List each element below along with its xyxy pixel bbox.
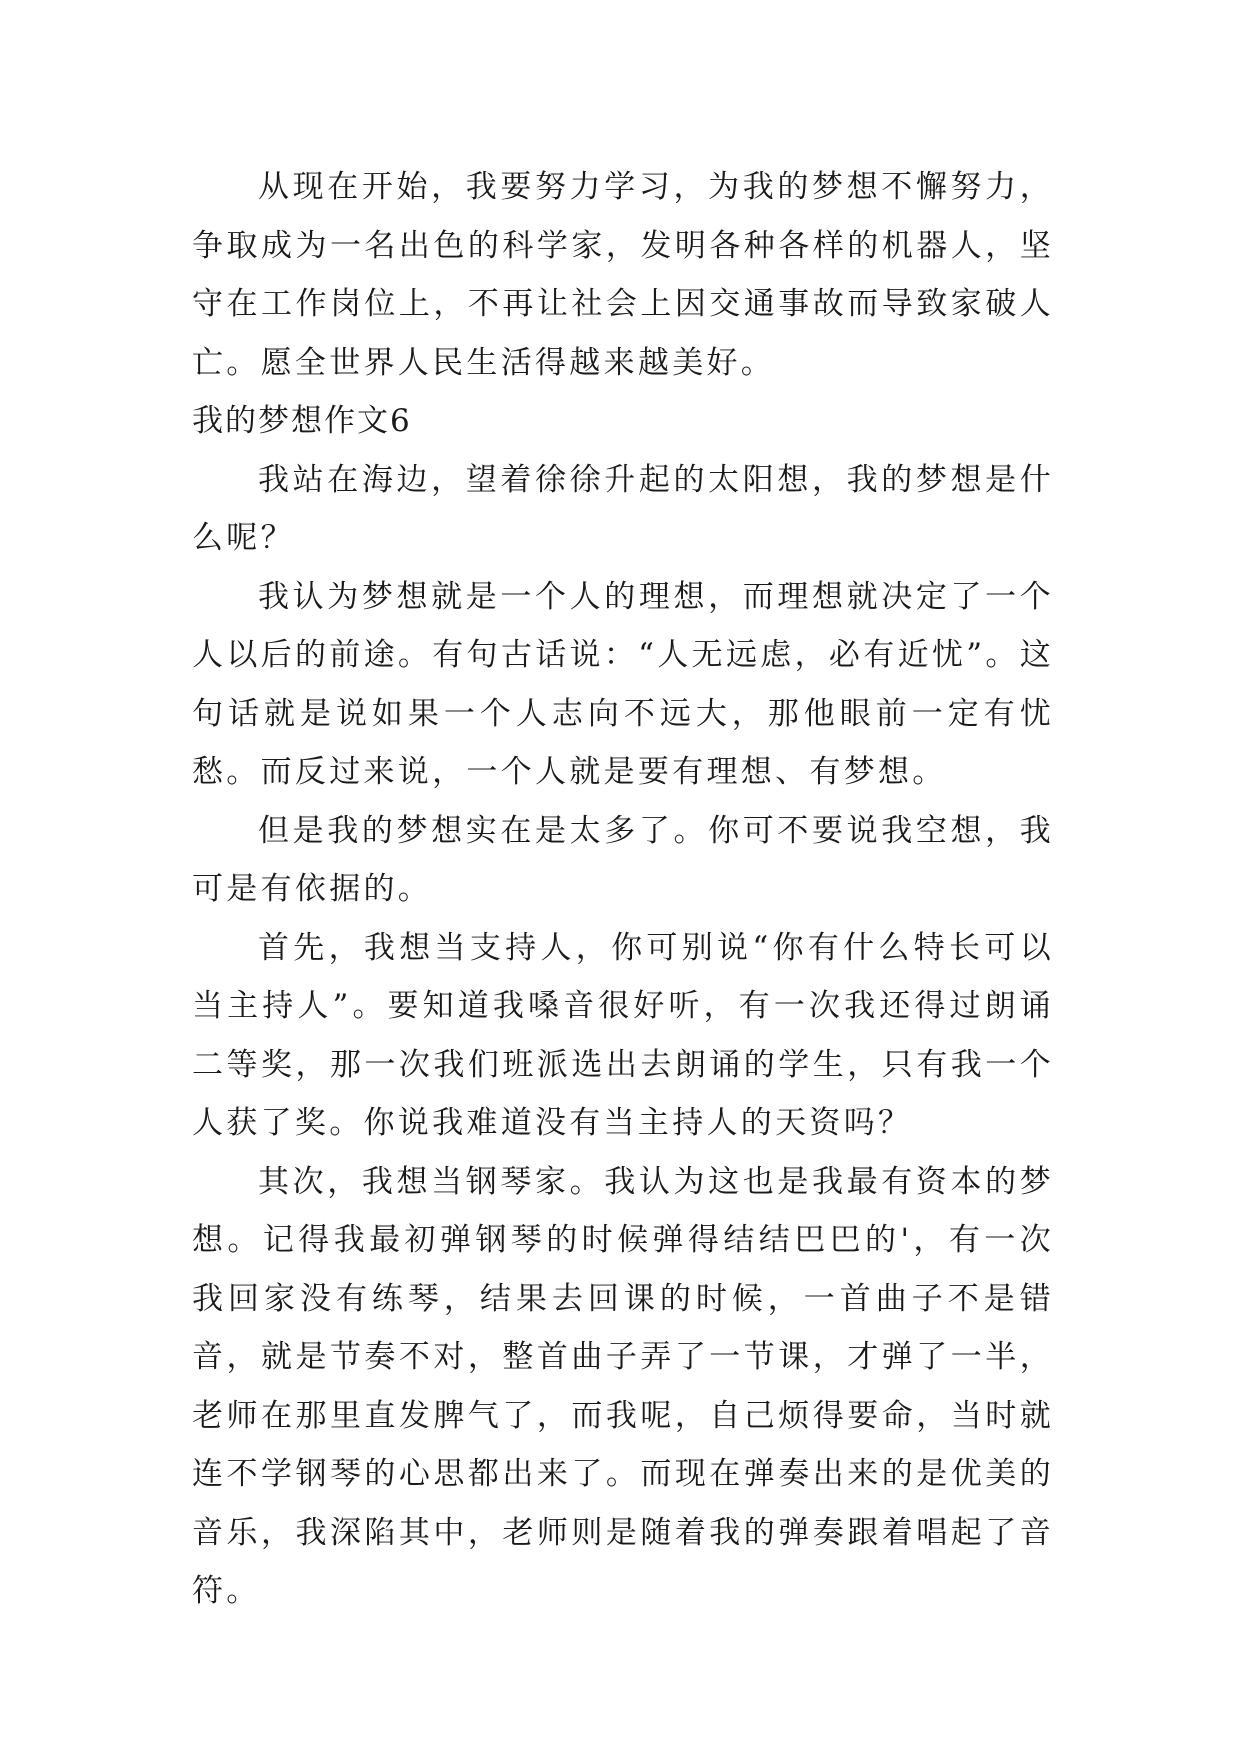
section-heading: 我的梦想作文6 [192, 403, 412, 439]
paragraph-3: 我认为梦想就是一个人的理想，而理想就决定了一个人以后的前途。有句古话说：“人无远虑，必有近忧”。这句话就是说如果一个人志向不远大，那他眼前一定有忧愁。而反过来说，一个人就是要有理想、有梦想。 [192, 578, 1054, 790]
document-body [192, 158, 1054, 1621]
paragraph-1: 从现在开始，我要努力学习，为我的梦想不懈努力，争取成为一名出色的科学家，发明各种各样的机器人，坚守在工作岗位上，不再让社会上因交通事故而导致家破人亡。愿全世界人民生活得越来越美好。 [192, 169, 1054, 381]
paragraph-4: 但是我的梦想实在是太多了。你可不要说我空想，我可是有依据的。 [192, 812, 1054, 907]
paragraph-5: 首先，我想当支持人，你可别说“你有什么特长可以当主持人”。要知道我嗓音很好听，有一次我还得过朗诵二等奖，那一次我们班派选出去朗诵的学生，只有我一个人获了奖。你说我难道没有当主持人的天资吗？ [192, 929, 1054, 1141]
paragraph-2: 我站在海边，望着徐徐升起的太阳想，我的梦想是什么呢？ [192, 461, 1054, 556]
paragraph-6: 其次，我想当钢琴家。我认为这也是我最有资本的梦想。记得我最初弹钢琴的时候弹得结结巴巴的'，有一次我回家没有练琴，结果去回课的时候，一首曲子不是错音，就是节奏不对，整首曲子弄了一节课，才弹了一半，老师在那里直发脾气了，而我呢，自己烦得要命，当时就连不学钢琴的心思都出来了。而现在弹奏出来的是优美的音乐，我深陷其中，老师则是随着我的弹奏跟着唱起了音符。 [192, 1163, 1054, 1609]
